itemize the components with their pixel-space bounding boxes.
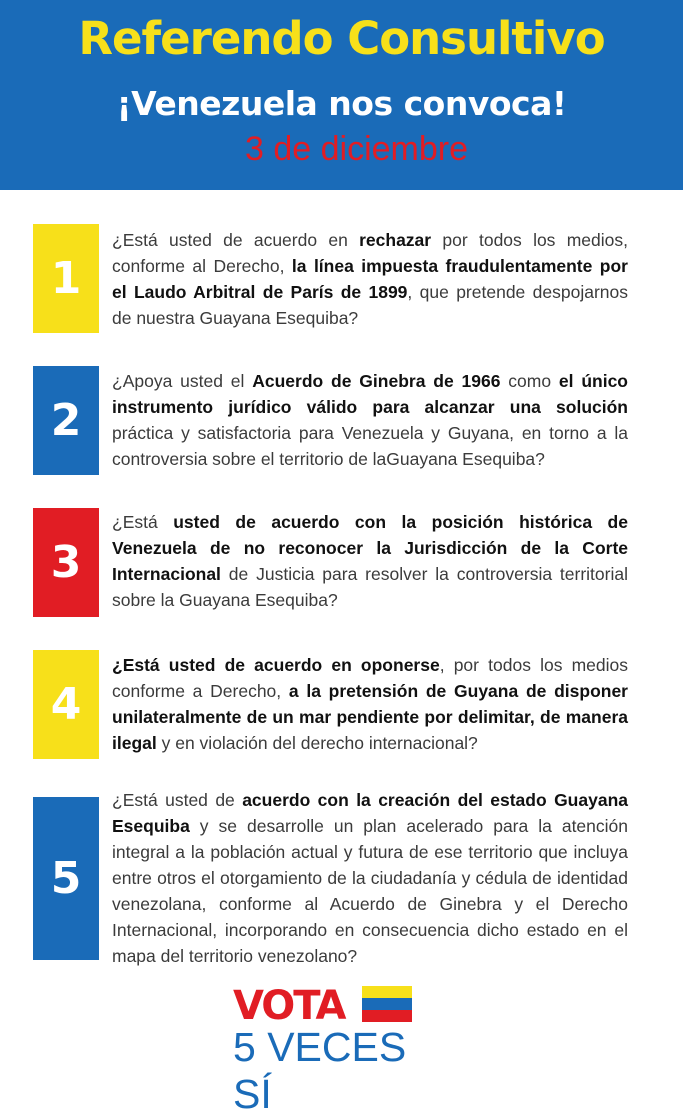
question-5-segment: acuerdo con la creación del estado Guayana Esequiba — [112, 790, 628, 836]
question-2-segment: como — [500, 371, 559, 391]
question-2-segment: práctica y satisfactoria para Venezuela y Guyana, en torno a la controversia sobre el territorio de laGuayana Esequiba? — [112, 423, 628, 469]
vote-label: VOTA — [233, 983, 345, 1029]
question-1-number-box — [33, 224, 99, 333]
question-1-segment: , que pretende despojarnos de nuestra Guayana Esequiba? — [112, 282, 628, 328]
question-3-segment: de Justicia para resolver la controversia territorial sobre la Guayana Esequiba? — [112, 564, 628, 610]
question-1-segment: por todos los medios, conforme al Derecho, — [112, 230, 628, 276]
question-2-segment: ¿Apoya usted el — [112, 371, 253, 391]
question-2-segment: Acuerdo de Ginebra de 1966 — [252, 371, 501, 391]
venezuela-flag-icon — [362, 986, 412, 1022]
question-1-segment: ¿Está usted de acuerdo en — [112, 230, 360, 250]
question-3-number-box — [33, 508, 99, 617]
question-4-segment: a la pretensión de Guyana de disponer unilateralmente de un mar pendiente por delimitar, de manera ilegal — [112, 681, 628, 753]
question-5-text — [112, 787, 628, 969]
question-5-number-box — [33, 797, 99, 960]
question-1-number: 1 — [50, 253, 82, 304]
question-1-segment: rechazar — [359, 230, 432, 250]
question-2-segment: el único instrumento jurídico válido para alcanzar una solución — [112, 371, 628, 417]
question-4-number-box — [33, 650, 99, 759]
flag-stripe-yellow — [362, 986, 412, 998]
page-subtitle: ¡Venezuela nos convoca! — [116, 84, 567, 123]
question-2-number: 2 — [50, 395, 82, 446]
question-4-segment: y en violación del derecho internacional? — [156, 733, 478, 753]
question-2-text — [112, 368, 628, 472]
question-1-text — [112, 227, 628, 331]
page-title: Referendo Consultivo — [78, 12, 605, 65]
question-3-number: 3 — [50, 537, 82, 588]
question-4-text — [112, 652, 628, 756]
header-banner — [0, 0, 683, 190]
question-5-segment: ¿Está usted de — [112, 790, 243, 810]
question-3-segment: usted de acuerdo con la posición histórica de Venezuela de no reconocer la Jurisdicción de la Corte Internacional — [112, 512, 628, 584]
question-1-segment: la línea impuesta fraudulentamente por el Laudo Arbitral de París de 1899 — [112, 256, 628, 302]
question-4-number: 4 — [50, 679, 82, 730]
question-3-segment: ¿Está — [112, 512, 174, 532]
question-5-number: 5 — [50, 853, 82, 904]
flag-stripe-red — [362, 1010, 412, 1022]
five-times-yes: 5 VECES SÍ — [233, 1024, 407, 1117]
referendum-date: 3 de diciembre — [244, 130, 468, 168]
flag-stripe-blue — [362, 998, 412, 1010]
question-4-segment: ¿Está usted de acuerdo en oponerse — [112, 655, 440, 675]
question-4-segment: , por todos los medios conforme a Derecho, — [112, 655, 628, 701]
question-3-text — [112, 509, 628, 613]
question-5-segment: y se desarrolle un plan acelerado para la atención integral a la población actual y futura de ese territorio que incluya entre otros el otorgamiento de la ciudadanía y cédula de identidad venezolana, conforme al Acuerdo de Ginebra y el Derecho Internacional, incorporando en consecuencia dicho estado en el mapa del territorio venezolano? — [112, 816, 628, 966]
question-2-number-box — [33, 366, 99, 475]
